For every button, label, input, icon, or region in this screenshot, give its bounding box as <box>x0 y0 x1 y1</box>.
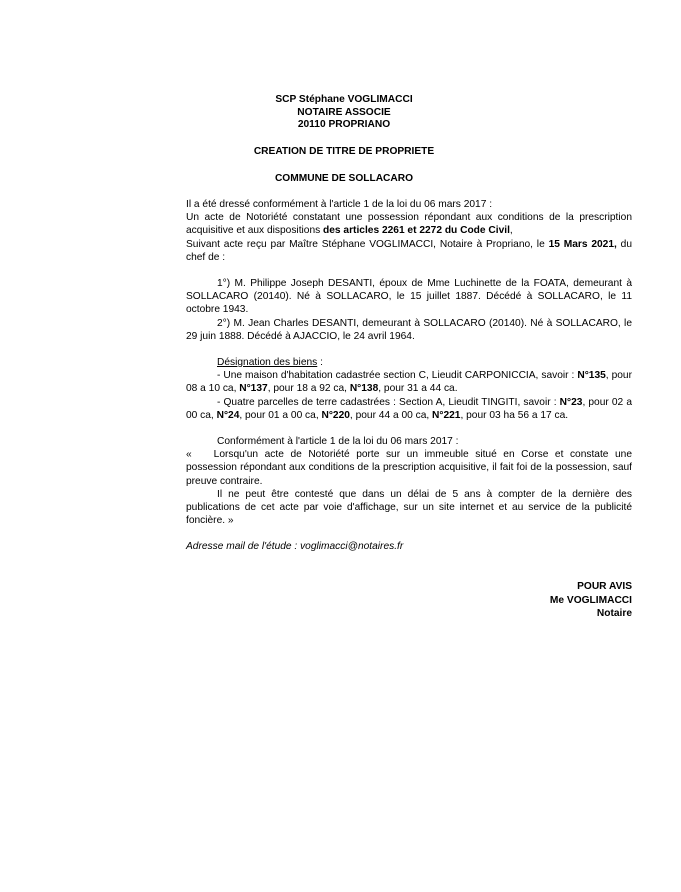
intro-line-1: Il a été dressé conformément à l'article 1 de la loi du 06 mars 2017 : <box>186 199 493 210</box>
signature-title: Notaire <box>596 608 632 619</box>
law-quote-2: Il ne peut être contesté que dans un délai de 5 ans à compter de la dernière des publications de cet acte par voie d'affichage, sur un site internet et au service de la publicité foncière. » <box>186 488 632 527</box>
intro-line-2: Un acte de Notoriété constatant une possession répondant aux conditions de la prescription acquisitive et aux dispositions des articles 2261 et 2272 du Code Civil, <box>186 212 632 237</box>
designation-heading: Désignation des biens : <box>217 357 323 369</box>
person-2: 2°) M. Jean Charles DESANTI, demeurant à SOLLACARO (20140). Né à SOLLACARO, le 29 juin 1888. Décédé à AJACCIO, le 24 avril 1964. <box>186 317 632 342</box>
office-role: NOTAIRE ASSOCIE <box>297 106 391 118</box>
document-body <box>186 198 632 554</box>
signature-block <box>550 580 632 621</box>
office-email: Adresse mail de l'étude : voglimacci@notaires.fr <box>186 541 404 553</box>
designation-item-1: - Une maison d'habitation cadastrée section C, Lieudit CARPONICCIA, savoir : N°135, pour 08 a 10 ca, N°137, pour 18 a 92 ca, N°138, pour 31 a 44 ca. <box>186 370 632 395</box>
person-1: 1°) M. Philippe Joseph DESANTI, époux de Mme Luchinette de la FOATA, demeurant à SOLLACARO (20140). Né à SOLLACARO, le 15 juillet 1887. Décédé à SOLLACARO, le 11 octobre 1943. <box>186 278 632 316</box>
designation-item-2: - Quatre parcelles de terre cadastrées : Section A, Lieudit TINGITI, savoir : N°23, pour 02 a 00 ca, N°24, pour 01 a 00 ca, N°220, pour 44 a 00 ca, N°221, pour 03 ha 56 a 17 ca. <box>186 396 632 421</box>
notary-header <box>186 94 502 132</box>
law-quote-1: « Lorsqu'un acte de Notoriété porte sur un immeuble situé en Corse et constate une possession répondant aux conditions de la prescription acquisitive, il fait foi de la possession, sauf preuve contraire. <box>186 449 632 487</box>
law-reference: Conformément à l'article 1 de la loi du 06 mars 2017 : <box>217 436 459 448</box>
document-title: CREATION DE TITRE DE PROPRIETE <box>253 146 435 157</box>
office-address: 20110 PROPRIANO <box>297 119 391 130</box>
intro-line-3: Suivant acte reçu par Maître Stéphane VOGLIMACCI, Notaire à Propriano, le 15 Mars 2021, du chef de : <box>186 238 632 263</box>
signature-pour-avis: POUR AVIS <box>577 581 632 592</box>
signature-name: Me VOGLIMACCI <box>549 594 632 606</box>
commune-title: COMMUNE DE SOLLACARO <box>274 173 414 184</box>
office-name: SCP Stéphane VOGLIMACCI <box>275 94 413 105</box>
